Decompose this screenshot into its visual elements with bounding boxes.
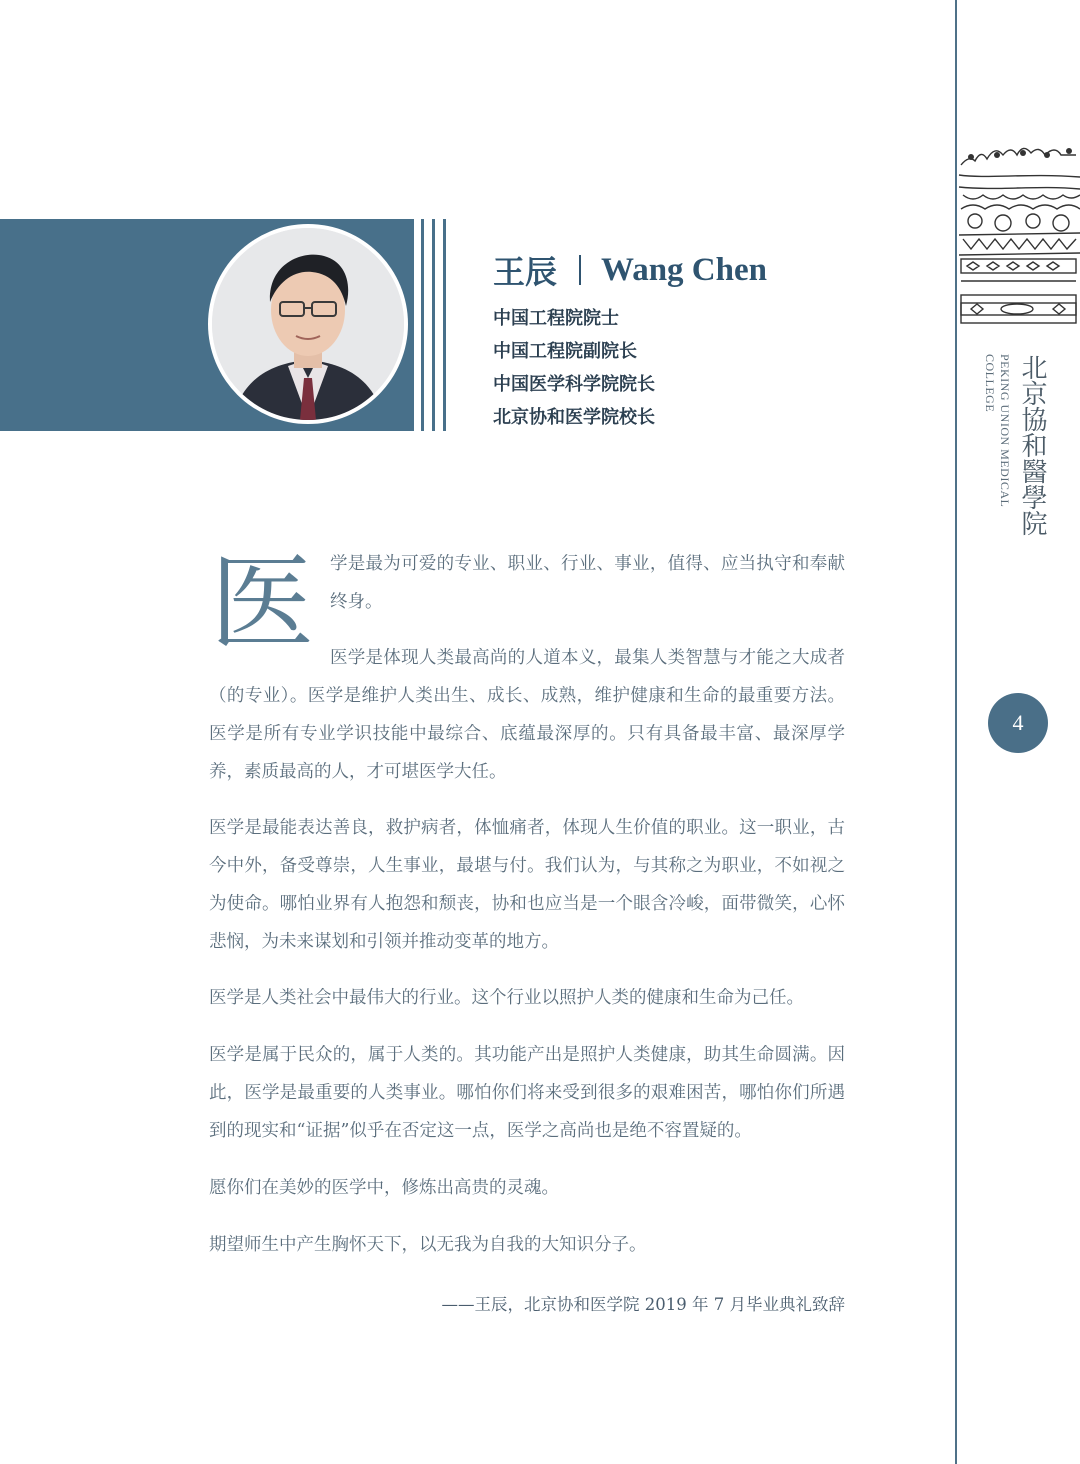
- profile-title: 北京协和医学院校长: [493, 407, 655, 428]
- page-number-badge: 4: [988, 693, 1048, 753]
- drop-cap: 医: [210, 542, 315, 664]
- traditional-roof-ornament-icon: [957, 135, 1080, 330]
- avatar-frame: [208, 224, 408, 424]
- portrait-photo: [212, 228, 404, 420]
- name-separator: [579, 255, 581, 285]
- profile-title: 中国工程院院士: [493, 308, 619, 329]
- article-paragraph: 学是最为可爱的专业、职业、行业、事业，值得、应当执守和奉献终身。: [330, 554, 845, 612]
- college-name-english: PEKING UNION MEDICAL COLLEGE: [983, 354, 1012, 507]
- decorative-vertical-stripes: [421, 219, 447, 431]
- portrait-illustration: [212, 228, 404, 420]
- article-paragraph: 医学是体现人类最高尚的人道本义，最集人类智慧与才能之大成者（的专业）。医学是维护人类出生、成长、成熟，维护健康和生命的最重要方法。医学是所有专业学识技能中最综合、底蕴最深厚的。只有具备最丰富、最深厚学养，素质最高的人，才可堪医学大任。: [209, 648, 845, 782]
- college-name-chinese: 北京協和醫學院: [1017, 354, 1047, 536]
- article-paragraph: 愿你们在美妙的医学中，修炼出高贵的灵魂。: [209, 1178, 559, 1198]
- article-paragraph: 医学是属于民众的，属于人类的。其功能产出是照护人类健康，助其生命圆满。因此，医学是最重要的人类事业。哪怕你们将来受到很多的艰难困苦，哪怕你们所遇到的现实和“证据”似乎在否定这一点，医学之高尚也是绝不容置疑的。: [209, 1045, 845, 1141]
- profile-titles: [493, 305, 655, 437]
- name-english: Wang Chen: [601, 251, 767, 288]
- name-chinese: 王辰: [493, 253, 558, 291]
- article-paragraph: 期望师生中产生胸怀天下，以无我为自我的大知识分子。: [209, 1235, 647, 1255]
- profile-title: 中国工程院副院长: [493, 341, 637, 362]
- article-paragraph: 医学是最能表达善良，救护病者，体恤痛者，体现人生价值的职业。这一职业，古今中外，备受尊崇，人生事业，最堪与付。我们认为，与其称之为职业，不如视之为使命。哪怕业界有人抱怨和颓丧，协和也应当是一个眼含冷峻，面带微笑，心怀悲悯，为未来谋划和引领并推动变革的地方。: [209, 818, 845, 952]
- profile-name: [493, 248, 767, 292]
- signature-line: ——王辰，北京协和医学院 2019 年 7 月毕业典礼致辞: [441, 1295, 845, 1314]
- article-paragraph: 医学是人类社会中最伟大的行业。这个行业以照护人类的健康和生命为己任。: [209, 988, 804, 1008]
- profile-title: 中国医学科学院院长: [493, 374, 655, 395]
